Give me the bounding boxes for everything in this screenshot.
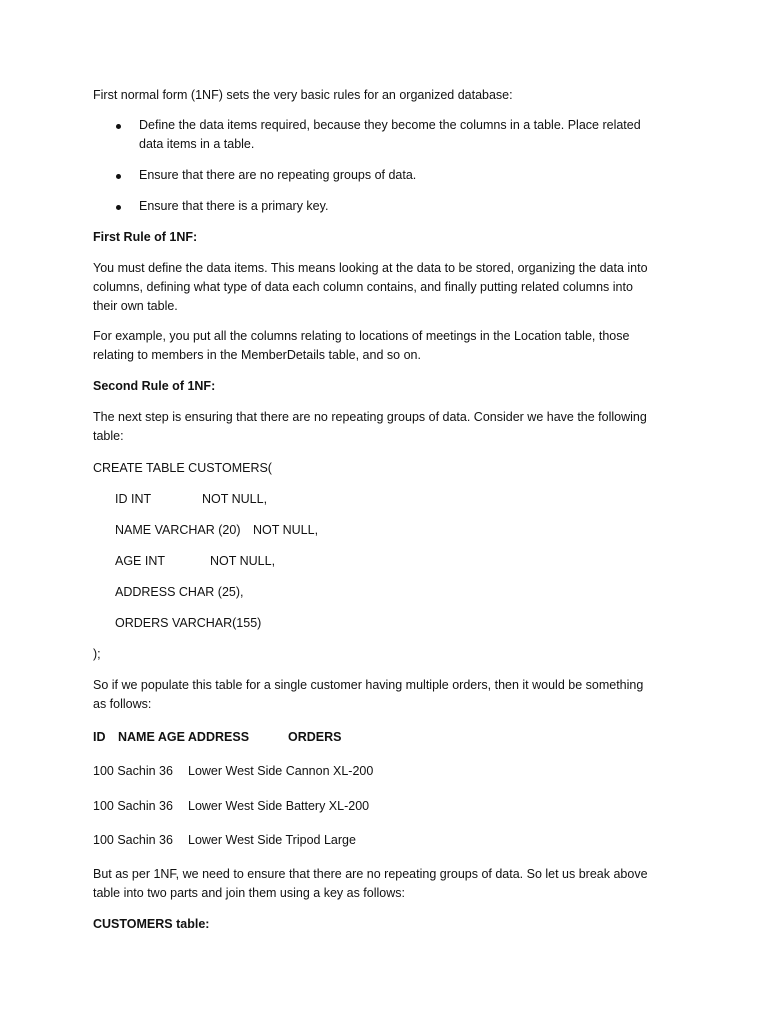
rule1-para1-line-1: You must define the data items. This means looking at the data to be stored, organizing the data into xyxy=(93,261,648,275)
table-row-1-order: Lower West Side Cannon XL-200 xyxy=(188,764,374,778)
rule2-para-line-1: The next step is ensuring that there are no repeating groups of data. Consider we have the following xyxy=(93,410,647,424)
populate-line-1: So if we populate this table for a single customer having multiple orders, then it would be something xyxy=(93,678,644,692)
rule1-para2-line-2: relating to members in the MemberDetails table, and so on. xyxy=(93,348,421,362)
sql-column-age-constraint: NOT NULL, xyxy=(210,554,276,568)
sql-column-orders: ORDERS VARCHAR(155) xyxy=(115,616,262,630)
rule1-para1-line-3: their own table. xyxy=(93,299,178,313)
table-header-id: ID xyxy=(93,730,106,744)
sql-column-name-constraint: NOT NULL, xyxy=(253,523,319,537)
sql-column-age: AGE INT xyxy=(115,554,166,568)
sql-column-id-constraint: NOT NULL, xyxy=(202,492,268,506)
rule2-para-line-2: table: xyxy=(93,429,124,443)
closing-line-1: But as per 1NF, we need to ensure that there are no repeating groups of data. So let us break above xyxy=(93,867,648,881)
table-row-3-order: Lower West Side Tripod Large xyxy=(188,833,356,847)
table-row-2-customer: 100 Sachin 36 xyxy=(93,799,173,813)
table-row-1-customer: 100 Sachin 36 xyxy=(93,764,173,778)
table-row-3-customer: 100 Sachin 36 xyxy=(93,833,173,847)
rule1-heading: First Rule of 1NF: xyxy=(93,230,198,244)
rule2-heading: Second Rule of 1NF: xyxy=(93,379,216,393)
rule1-para2-line-1: For example, you put all the columns relating to locations of meetings in the Location table, those xyxy=(93,329,630,343)
sql-close: ); xyxy=(93,647,101,661)
sql-column-id: ID INT xyxy=(115,492,152,506)
populate-line-2: as follows: xyxy=(93,697,152,711)
bullet-dot-2 xyxy=(116,174,121,179)
table-row-2-order: Lower West Side Battery XL-200 xyxy=(188,799,370,813)
bullet-2: Ensure that there are no repeating groups of data. xyxy=(139,168,417,182)
bullet-1-line-2: data items in a table. xyxy=(139,137,255,151)
bullet-dot-1 xyxy=(116,124,121,129)
table-header-name-age-address: NAME AGE ADDRESS xyxy=(118,730,250,744)
closing-line-2: table into two parts and join them using a key as follows: xyxy=(93,886,405,900)
sql-create-statement: CREATE TABLE CUSTOMERS( xyxy=(93,461,272,475)
sql-column-name: NAME VARCHAR (20) xyxy=(115,523,241,537)
customers-table-heading: CUSTOMERS table: xyxy=(93,917,210,931)
bullet-1-line-1: Define the data items required, because they become the columns in a table. Place related xyxy=(139,118,641,132)
sql-column-address: ADDRESS CHAR (25), xyxy=(115,585,244,599)
table-header-orders: ORDERS xyxy=(288,730,342,744)
bullet-3: Ensure that there is a primary key. xyxy=(139,199,329,213)
bullet-dot-3 xyxy=(116,205,121,210)
rule1-para1-line-2: columns, defining what type of data each column contains, and finally putting related columns into xyxy=(93,280,633,294)
intro-text: First normal form (1NF) sets the very basic rules for an organized database: xyxy=(93,88,513,102)
